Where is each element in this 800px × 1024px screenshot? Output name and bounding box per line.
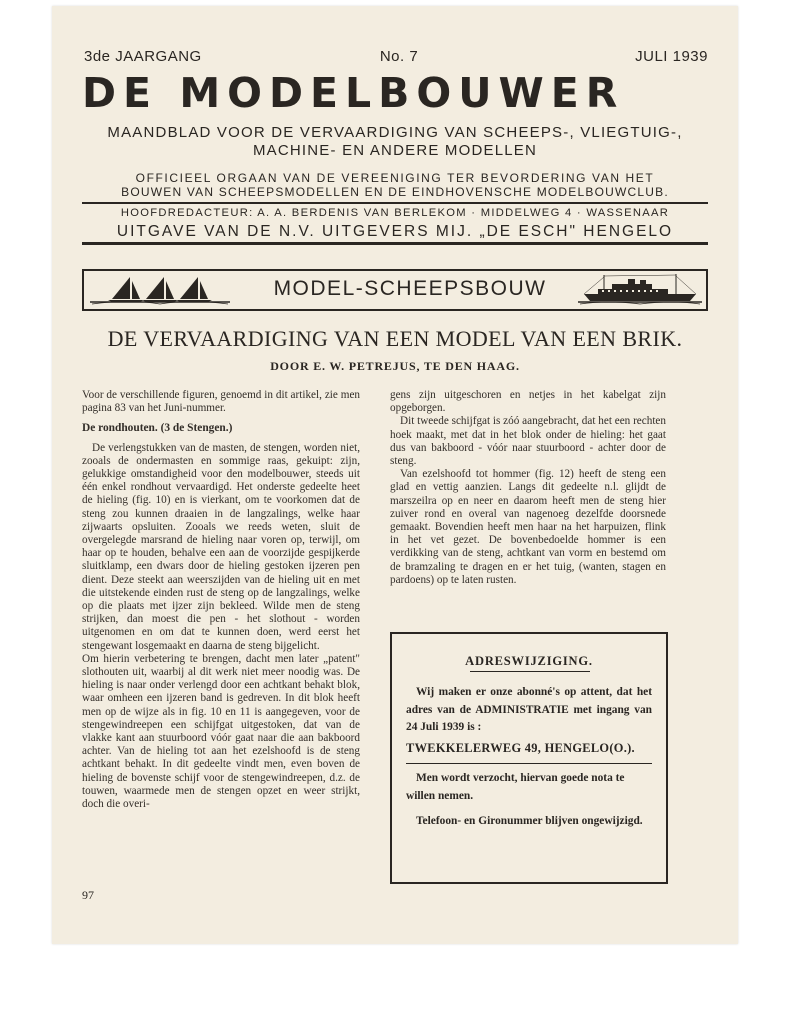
issue-number: No. 7 [379, 48, 419, 65]
page-number: 97 [82, 888, 94, 902]
section-heading: De rondhouten. (3 de Stengen.) [82, 422, 233, 435]
notice-title: ADRESWIJZIGING. [465, 654, 593, 668]
notice-divider [406, 763, 652, 764]
section-banner [82, 269, 708, 311]
notice-address: TWEKKELERWEG 49, HENGELO(O.). [406, 740, 635, 755]
article-title: DE VERVAARDIGING VAN EEN MODEL VAN EEN BRIK. [107, 326, 683, 351]
sailing-yachts-icon [90, 273, 230, 306]
notice-title-underline [470, 671, 590, 672]
article-byline: DOOR E. W. PETREJUS, TE DEN HAAG. [270, 359, 520, 373]
notice-paragraph: Men wordt verzocht, hiervan goede nota te willen nemen. [406, 772, 625, 802]
article-paragraph: gens zijn uitgeschoren en netjes in het kabelgat zijn opgeborgen. [390, 389, 666, 415]
article-paragraph: Om hierin verbetering te brengen, dacht men later „patent" slothouten uit, waarbij al dit werk niet meer noodig was. De hieling is naar onder verlengd door een achtkant behakt blok, waar omheen een ijzeren band is gedreven. In dit blok heeft men op de wijze als in fig. 10 en 11 is aangegeven, voor de stengewindreepen een schijfgat uitgestoken, dat van de vlakke kant aan stuurboord vóór gaat naar die aan bakboord achter. Van de hieling tot aan het ezelshoofd is de steng achtkant behakt. In dit gedeelte vindt men, even boven de hieling de bovenste schijf voor de stengewindreepen, d.z. de touwen, waarmede men de stengen opzet en weer strijkt, doch die overi- [82, 652, 360, 811]
subtitle-line-2: MACHINE- EN ANDERE MODELLEN [252, 142, 538, 159]
notice-paragraph: Wij maken er onze abonné's op attent, dat het adres van de ADMINISTRATIE met ingang van 24 Juli 1939 is : [406, 686, 652, 733]
article-right-column [390, 389, 666, 587]
official-organ-line-2: BOUWEN VAN SCHEEPSMODELLEN EN DE EINDHOVENSCHE MODELBOUWCLUB. [121, 185, 669, 199]
masthead-title: DE MODELBOUWER [82, 69, 625, 117]
editor-line: HOOFDREDACTEUR: A. A. BERDENIS VAN BERLEKOM · MIDDELWEG 4 · WASSENAAR [120, 207, 670, 219]
article-paragraph: Dit tweede schijfgat is zóó aangebracht, dat het een rechten hoek maakt, met dat in het blok onder de hieling: het gaat dus van bakboord - vóór naar stuurboord - achter door de steng. [390, 415, 666, 468]
article-intro: Voor de verschillende figuren, genoemd in dit artikel, zie men pagina 83 van het Juni-nummer. [82, 389, 360, 415]
address-change-notice [390, 632, 668, 884]
issue-date: JULI 1939 [635, 48, 708, 65]
notice-paragraph: Telefoon- en Gironummer blijven ongewijzigd. [416, 815, 643, 827]
magazine-page [52, 6, 738, 944]
header-divider-2 [82, 242, 708, 245]
subtitle-line-1: MAANDBLAD VOOR DE VERVAARDIGING VAN SCHEEPS-, VLIEGTUIG-, [107, 124, 683, 141]
official-organ-line-1: OFFICIEEL ORGAAN VAN DE VEREENIGING TER BEVORDERING VAN HET [135, 171, 655, 185]
publisher-line: UITGAVE VAN DE N.V. UITGEVERS MIJ. „DE ESCH" HENGELO [116, 223, 674, 240]
header-divider-1 [82, 202, 708, 204]
volume-label: 3de JAARGANG [84, 48, 202, 65]
section-title: MODEL-SCHEEPSBOUW [273, 277, 547, 300]
article-left-column [82, 389, 360, 811]
notice-body [406, 684, 652, 831]
steamship-icon [578, 273, 702, 306]
article-paragraph: Van ezelshoofd tot hommer (fig. 12) heeft de steng een glad en vettig aanzien. Langs dit gedeelte n.l. glijdt de marszeilra op en neer en daarom heeft men de steng hier zuiver rond en overal van nagenoeg dezelfde doorsnede gemaakt. Bovendien heeft men haar na het harpuizen, flink in het vet gezet. De bovenbedoelde hommer is een verdikking van de steng, achtkant van vorm en bestemd om de bramzaling te dragen en er het tuig, (wanten, stagen en pardoens) op te laten rusten. [390, 468, 666, 586]
article-paragraph: De verlengstukken van de masten, de stengen, worden niet, zooals de ondermasten en sommige raas, gekuipt: zijn, gelukkige omstandigheid voor den modelbouwer, steeds uit één enkel rondhout vervaardigd. Het onderste gedeelte heet de hieling (fig. 10) en is vierkant, om te voorkomen dat de steng zou kunnen draaien in de langzalings, welke haar zijwaarts opsluiten. Zooals we reeds weten, sluit de overgelegde marsrand de hieling naar voren op, terwijl, om haar op te houden, behalve een aan de voorzijde gespijkerde sluitklamp, een dwars door de hieling gestoken ijzeren pen dient. Deze steekt aan weerszijden van de hieling uit en met die uitstekende einden rust de steng op de langzalings, welke op die plaats met ijzer zijn bekleed. Wilde men de steng strijken, dan moest die pen - het slothout - worden uitgenomen en om dat te kunnen doen, werd eerst het stengewant losgemaakt en daarna de steng bijgelicht. [82, 441, 360, 652]
